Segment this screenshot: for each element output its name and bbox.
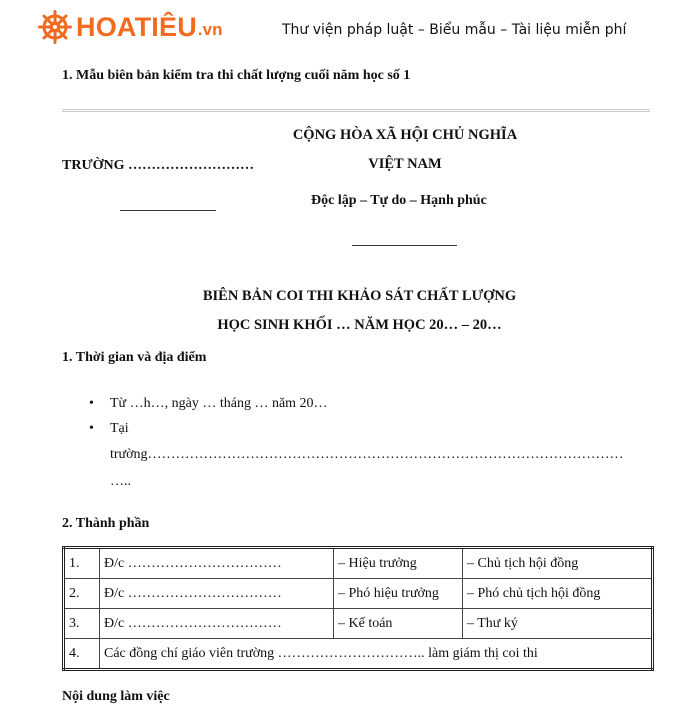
list-item-continuation: ….. xyxy=(110,474,131,489)
report-title-line-2: HỌC SINH KHỐI … NĂM HỌC 20… – 20… xyxy=(217,317,502,333)
member-role: – Phó chủ tịch hội đồng xyxy=(463,579,653,609)
member-role: – Chủ tịch hội đồng xyxy=(463,548,653,579)
row-number: 4. xyxy=(64,639,100,670)
list-item-text: Tại xyxy=(110,421,129,436)
member-position: – Hiệu trưởng xyxy=(334,548,463,579)
member-name: Đ/c …………………………… xyxy=(100,609,334,639)
row-number: 2. xyxy=(64,579,100,609)
member-name: Đ/c …………………………… xyxy=(100,548,334,579)
bullet-icon: • xyxy=(89,421,94,436)
section-heading-time-place: 1. Thời gian và địa điểm xyxy=(62,350,207,365)
list-item-text: Từ …h…, ngày … tháng … năm 20… xyxy=(110,396,328,411)
site-tagline: Thư viện pháp luật – Biểu mẫu – Tài liệu miễn phí xyxy=(282,22,627,38)
table-row xyxy=(64,579,653,609)
table-row xyxy=(64,639,653,670)
school-line: TRƯỜNG ……………………… xyxy=(62,158,254,173)
horizontal-divider xyxy=(62,109,650,112)
underline-left xyxy=(120,210,216,211)
underline-right xyxy=(352,245,457,246)
member-group-text: Các đồng chí giáo viên trường ………………………….. làm giám thị coi thi xyxy=(100,639,653,670)
table-row xyxy=(64,548,653,579)
ship-wheel-icon xyxy=(38,10,72,44)
brand-logo[interactable] xyxy=(38,10,222,44)
member-position: – Kế toán xyxy=(334,609,463,639)
logo-domain-suffix: .vn xyxy=(197,20,223,39)
logo-wordmark: HOATIÊU xyxy=(76,11,197,42)
republic-line-2: VIỆT NAM xyxy=(368,156,442,172)
row-number: 3. xyxy=(64,609,100,639)
bullet-icon: • xyxy=(89,396,94,411)
table-row xyxy=(64,609,653,639)
republic-line-1: CỘNG HÒA XÃ HỘI CHỦ NGHĨA xyxy=(292,127,518,143)
member-position: – Phó hiệu trưởng xyxy=(334,579,463,609)
row-number: 1. xyxy=(64,548,100,579)
member-name: Đ/c …………………………… xyxy=(100,579,334,609)
section-heading-members: 2. Thành phần xyxy=(62,516,150,531)
list-item-continuation: trường………………………………………………………………………………………… xyxy=(110,447,624,462)
report-title xyxy=(0,282,679,340)
list-item xyxy=(89,421,129,437)
document-title: 1. Mẫu biên bản kiểm tra thi chất lượng cuối năm học số 1 xyxy=(62,68,411,83)
members-table xyxy=(62,546,654,671)
member-role: – Thư ký xyxy=(463,609,653,639)
national-motto: Độc lập – Tự do – Hạnh phúc xyxy=(311,193,487,208)
report-title-line-1: BIÊN BẢN COI THI KHẢO SÁT CHẤT LƯỢNG xyxy=(202,288,517,304)
list-item xyxy=(89,396,328,412)
section-heading-work-content: Nội dung làm việc xyxy=(62,689,170,704)
republic-heading xyxy=(285,121,525,179)
